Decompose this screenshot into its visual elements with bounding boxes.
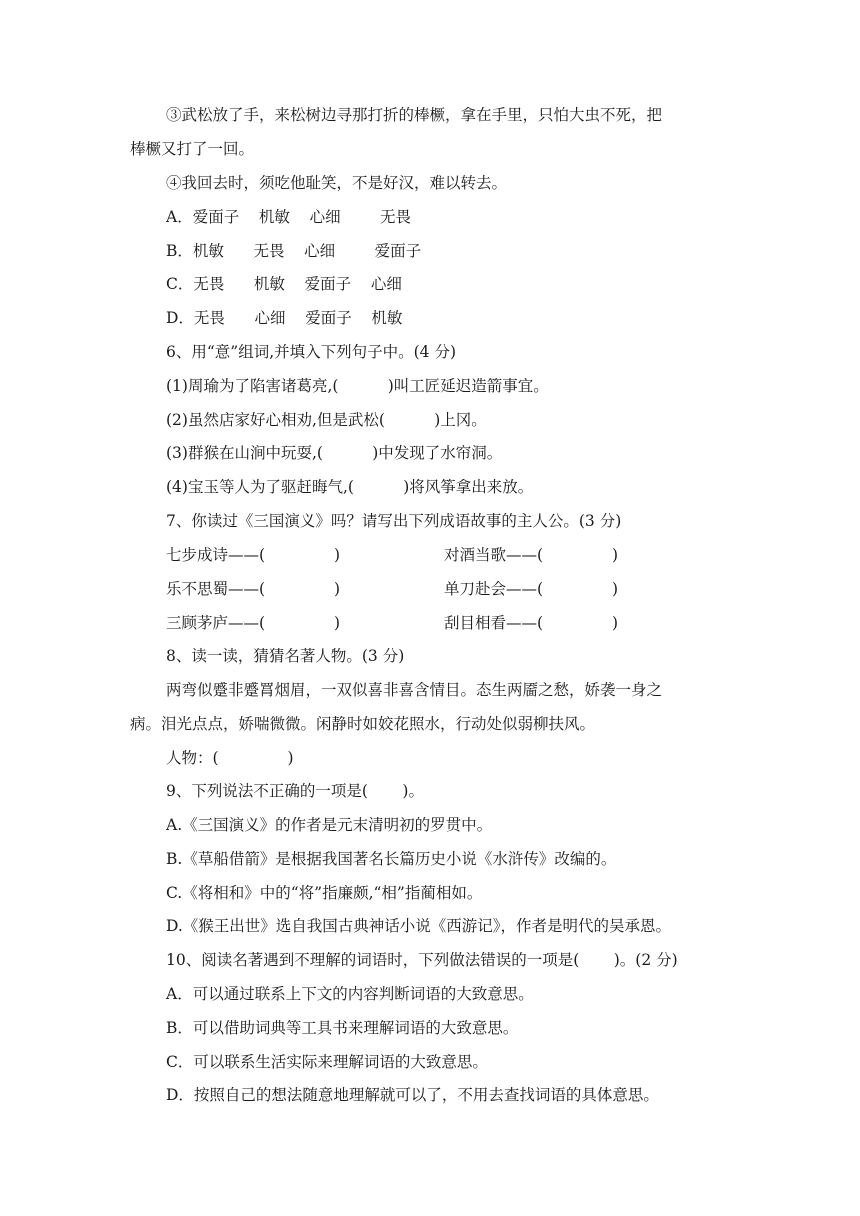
q9-option-b: B.《草船借箭》是根据我国著名长篇历史小说《水浒传》改编的。: [166, 850, 617, 868]
q7-idiom-3: 乐不思蜀——( ): [166, 580, 341, 598]
q9-option-c: C.《将相和》中的“将”指廉颇,“相”指蔺相如。: [166, 884, 483, 902]
q5-sentence-4: ④我回去时，须吃他耻笑，不是好汉，难以转去。: [166, 174, 508, 192]
q6-heading: 6、用“意”组词,并填入下列句子中。(4 分): [166, 343, 457, 361]
q8-passage-line1: 两弯似蹙非蹙罥烟眉，一双似喜非喜含情目。态生两靥之愁，娇袭一身之: [166, 681, 663, 699]
q5-option-c: C．无畏 机敏 爱面子 心细: [166, 275, 402, 293]
q8-answer: 人物：( ): [166, 749, 294, 767]
q5-option-d: D．无畏 心细 爱面子 机敏: [166, 309, 403, 327]
q7-idiom-5: 三顾茅庐——( ): [166, 614, 341, 632]
q5-option-a: A．爱面子 机敏 心细 无畏: [166, 208, 412, 226]
q5-option-b: B．机敏 无畏 心细 爱面子: [166, 242, 422, 260]
q9-heading: 9、下列说法不正确的一项是( )。: [166, 782, 424, 800]
q7-idiom-2: 对酒当歌——( ): [444, 546, 619, 564]
q5-sentence-3-line2: 棒橛又打了一回。: [130, 140, 255, 158]
q5-sentence-3-line1: ③武松放了手，来松树边寻那打折的棒橛，拿在手里，只怕大虫不死，把: [166, 106, 663, 124]
q6-item-2: (2)虽然店家好心相劝,但是武松( )上冈。: [166, 411, 487, 429]
q6-item-4: (4)宝玉等人为了驱赶晦气,( )将风筝拿出来放。: [166, 478, 534, 496]
q9-option-d: D.《猴王出世》选自我国古典神话小说《西游记》，作者是明代的吴承恩。: [166, 917, 672, 935]
q6-item-3: (3)群猴在山涧中玩耍,( )中发现了水帘洞。: [166, 444, 503, 462]
q9-option-a: A.《三国演义》的作者是元末清明初的罗贯中。: [166, 816, 493, 834]
q10-option-d: D．按照自己的想法随意地理解就可以了，不用去查找词语的具体意思。: [166, 1086, 659, 1104]
q7-idiom-1: 七步成诗——( ): [166, 546, 341, 564]
q7-idiom-4: 单刀赴会——( ): [444, 580, 619, 598]
q6-item-1: (1)周瑜为了陷害诸葛亮,( )叫工匠延迟造箭事宜。: [166, 377, 549, 395]
q7-heading: 7、你读过《三国演义》吗？请写出下列成语故事的主人公。(3 分): [166, 512, 622, 530]
q8-heading: 8、读一读，猜猜名著人物。(3 分): [166, 647, 405, 665]
q10-option-c: C．可以联系生活实际来理解词语的大致意思。: [166, 1053, 488, 1071]
q7-idiom-6: 刮目相看——( ): [444, 614, 619, 632]
q8-passage-line2: 病。泪光点点，娇喘微微。闲静时如姣花照水，行动处似弱柳扶风。: [130, 715, 596, 733]
q10-option-a: A．可以通过联系上下文的内容判断词语的大致意思。: [166, 985, 534, 1003]
q10-option-b: B．可以借助词典等工具书来理解词语的大致意思。: [166, 1019, 519, 1037]
q10-heading: 10、阅读名著遇到不理解的词语时，下列做法错误的一项是( )。(2 分): [166, 951, 678, 969]
